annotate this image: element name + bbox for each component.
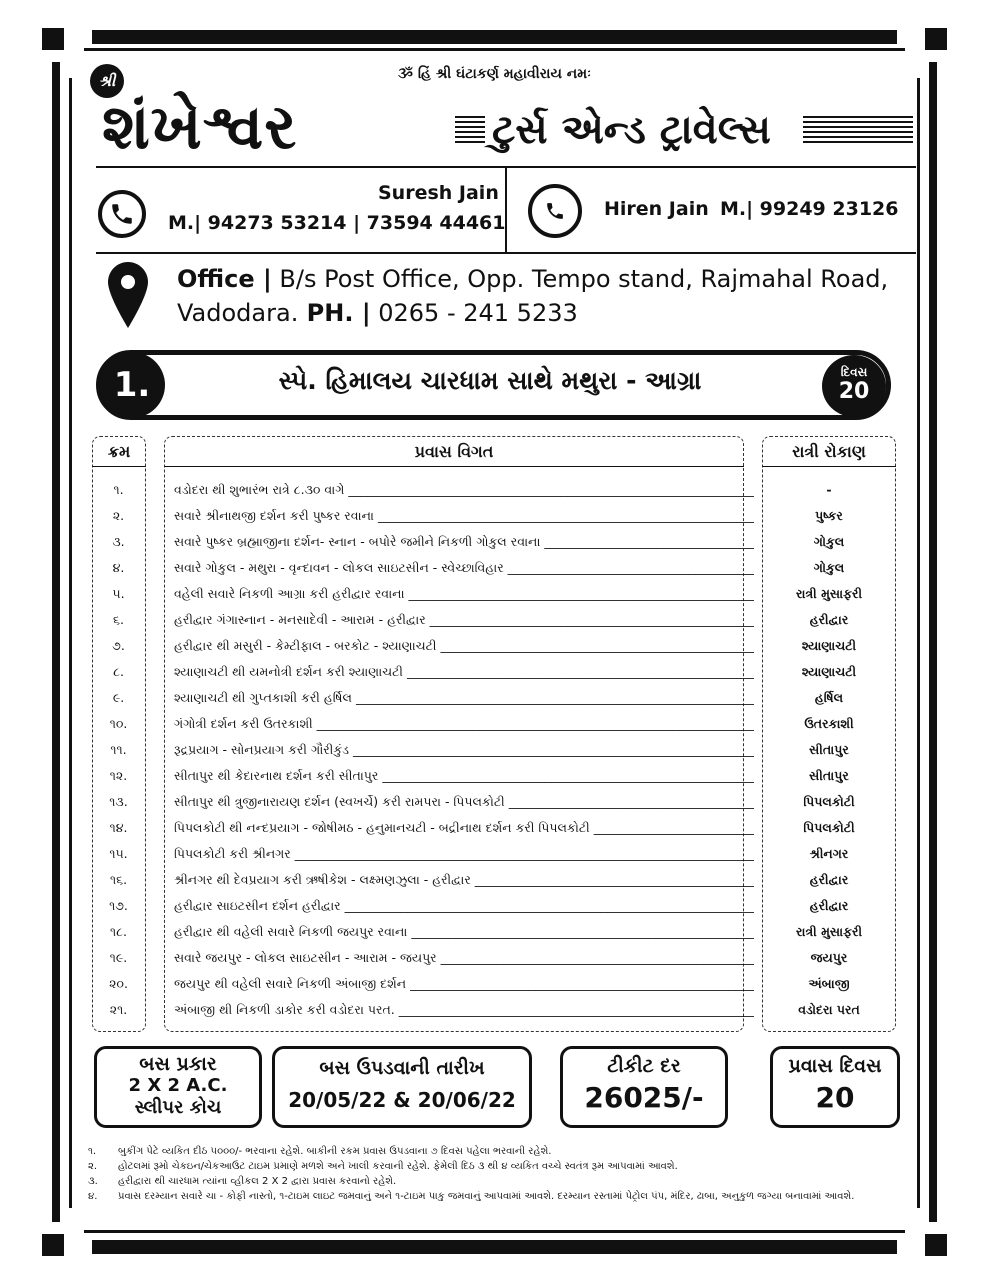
frame-top-line bbox=[84, 48, 905, 51]
row-stay: સીતાપુર bbox=[809, 742, 849, 757]
row-detail: શ્રીનગર થી દેવપ્રયાગ કરી ઋષીકેશ - લક્ષ્મણઝુલા - હરીદ્વાર _____ bbox=[174, 872, 754, 888]
row-detail: સવારે પુષ્કર બ્રહ્માજીના દર્શન- સ્નાન - બપોરે જમીને નિકળી ગોકુલ રવાના _____ bbox=[174, 534, 754, 550]
row-number: ૯. bbox=[112, 690, 125, 705]
row-number: ૧૯. bbox=[109, 950, 128, 965]
bus-type-box: બસ પ્રકાર 2 X 2 A.C. સ્લીપર કોચ bbox=[94, 1046, 262, 1128]
row-stay: હરીદ્વાર bbox=[809, 612, 849, 627]
row-number: ૧૧. bbox=[110, 742, 127, 757]
row-detail: પિપલકોટી કરી શ્રીનગર _____ bbox=[174, 846, 754, 862]
phone-icon bbox=[98, 190, 146, 238]
frame-bottom-line bbox=[84, 1230, 905, 1233]
departure-box: બસ ઉપડવાની તારીખ 20/05/22 & 20/06/22 bbox=[272, 1046, 532, 1128]
brand-title: શંખેશ્વર bbox=[102, 90, 298, 163]
table-row bbox=[96, 924, 896, 950]
table-row bbox=[96, 664, 896, 690]
brand-tagline: ટુર્સ એન્ડ ટ્રાવેલ્સ bbox=[492, 107, 771, 153]
row-number: ૧૭. bbox=[109, 898, 128, 913]
row-stay: હરીદ્વાર bbox=[809, 898, 849, 913]
row-stay: રાત્રી મુસાફરી bbox=[795, 586, 863, 601]
row-detail: હરીદ્વાર થી વહેલી સવારે નિકળી જયપુર રવાના _____ bbox=[174, 924, 754, 940]
header-underline bbox=[762, 466, 896, 467]
table-row bbox=[96, 976, 896, 1002]
row-number: ૧૫. bbox=[109, 846, 128, 861]
notes-list bbox=[88, 1144, 898, 1204]
header-number: ક્રમ bbox=[107, 442, 131, 461]
mantra-text: ૐ હિં શ્રી ઘંટાકર્ણ મહાવીરાય નમઃ bbox=[397, 66, 592, 82]
frame-corner bbox=[925, 28, 947, 50]
contact-phone: M.| 94273 53214 | 73594 44461 bbox=[168, 212, 506, 234]
tour-title: સ્પે. હિમાલય ચારધામ સાથે મથુરા - આગ્રા bbox=[278, 366, 702, 395]
note-item bbox=[88, 1159, 898, 1174]
frame-right-bar bbox=[929, 62, 937, 1222]
row-stay: શ્રીનગર bbox=[809, 846, 849, 861]
row-number: ૧૨. bbox=[109, 768, 128, 783]
note-item bbox=[88, 1189, 898, 1204]
row-stay: પુષ્કર bbox=[815, 508, 843, 523]
row-stay: ગોકુલ bbox=[813, 534, 845, 549]
brand-decor-lines bbox=[455, 116, 485, 146]
row-detail: ગંગોત્રી દર્શન કરી ઉતરકાશી _____ bbox=[174, 716, 754, 732]
note-text: પ્રવાસ દરમ્યાન સવારે ચા - કોફી નાસ્તો, ૧-ટાઇમ લાઇટ જમવાનું અને ૧-ટાઇમ પાકુ જમવાનું આપવામાં આવશે. દરમ્યાન રસ્તામાં પેટ્રોલ પંપ, મંદિર, ઢાબા, અનુકુળ જગ્યા બનાવામાં આવશે. bbox=[118, 1191, 855, 1202]
header-underline bbox=[164, 466, 744, 467]
row-number: ૨૧. bbox=[109, 1002, 128, 1017]
location-pin-icon bbox=[108, 262, 148, 332]
row-number: ૧. bbox=[113, 482, 124, 497]
note-text: હરીદ્વારા થી ચારધામ ત્યાંના વ્હીકલ 2 X 2 દ્વારા પ્રવાસ કરવાનો રહેશે. bbox=[118, 1176, 397, 1187]
note-number: ૧. bbox=[88, 1146, 97, 1157]
frame-left-bar bbox=[52, 62, 60, 1222]
row-detail: હરીદ્વાર થી મસુરી - કેમ્ટીફાલ - બરકોટ - શ્યાણાચટી _____ bbox=[174, 638, 754, 654]
row-stay: ગોકુલ bbox=[813, 560, 845, 575]
row-number: ૧૮. bbox=[110, 924, 127, 939]
row-number: ૭. bbox=[112, 638, 125, 653]
row-detail: વહેલી સવારે નિકળી આગ્રા કરી હરીદ્વાર રવાના _____ bbox=[174, 586, 754, 602]
row-detail: શ્યાણાચટી થી યમનોત્રી દર્શન કરી શ્યાણાચટી _____ bbox=[174, 664, 754, 680]
row-stay: - bbox=[826, 482, 832, 497]
note-item bbox=[88, 1144, 898, 1159]
row-number: ૧૩. bbox=[109, 794, 128, 809]
table-row bbox=[96, 560, 896, 586]
tour-number: 1. bbox=[99, 352, 165, 418]
row-stay: સીતાપુર bbox=[809, 768, 849, 783]
row-detail: સીતાપુર થી ત્રુજીનારાયણ દર્શન (સ્વખર્ચે) કરી રામપરા - પિપલકોટી _____ bbox=[174, 794, 754, 810]
row-stay: પિપલકોટી bbox=[803, 794, 855, 809]
days-box: પ્રવાસ દિવસ 20 bbox=[770, 1046, 900, 1128]
row-detail: અંબાજી થી નિકળી ડાકોર કરી વડોદરા પરત. _____ bbox=[174, 1002, 754, 1018]
note-number: ૨. bbox=[88, 1161, 98, 1172]
table-row bbox=[96, 612, 896, 638]
frame-corner bbox=[925, 1234, 947, 1256]
contact-name: Hiren Jain bbox=[604, 198, 709, 220]
brand-decor-lines bbox=[803, 116, 913, 146]
header-underline bbox=[92, 466, 146, 467]
frame-bottom-bar bbox=[92, 1240, 897, 1254]
row-stay: હરીદ્વાર bbox=[809, 872, 849, 887]
note-number: ૩. bbox=[88, 1176, 98, 1187]
table-row bbox=[96, 638, 896, 664]
table-row bbox=[96, 586, 896, 612]
header-stay: રાત્રી રોકાણ bbox=[792, 442, 866, 461]
row-number: ૫. bbox=[112, 586, 125, 601]
table-row bbox=[96, 846, 896, 872]
table-row bbox=[96, 690, 896, 716]
row-stay: અંબાજી bbox=[808, 976, 850, 991]
table-row bbox=[96, 768, 896, 794]
header-detail: પ્રવાસ વિગત bbox=[414, 442, 494, 461]
frame-right-line bbox=[917, 78, 920, 1208]
row-stay: જયપુર bbox=[810, 950, 848, 965]
row-detail: વડોદરા થી શુભારંભ રાત્રે ૮.૩૦ વાગે _____ bbox=[174, 482, 754, 498]
divider bbox=[505, 166, 507, 252]
row-number: ૨. bbox=[112, 508, 125, 523]
frame-left-line bbox=[69, 78, 72, 1208]
row-detail: હરીદ્વાર ગંગાસ્નાન - મનસાદેવી - આરામ - હરીદ્વાર _____ bbox=[174, 612, 754, 628]
office-address: Office | B/s Post Office, Opp. Tempo stand, Rajmahal Road, Vadodara. PH. | 0265 - 241 5233 bbox=[177, 265, 889, 327]
note-item bbox=[88, 1174, 898, 1189]
row-number: ૩. bbox=[112, 534, 125, 549]
row-number: ૪. bbox=[112, 560, 125, 575]
row-stay: વડોદરા પરત bbox=[798, 1002, 860, 1017]
note-number: ૪. bbox=[88, 1191, 98, 1202]
frame-corner bbox=[42, 28, 64, 50]
row-detail: સવારે જયપુર - લોકલ સાઇટસીન - આરામ - જયપુર _____ bbox=[174, 950, 754, 966]
contact-phone: M.| 99249 23126 bbox=[720, 198, 899, 220]
table-row bbox=[96, 742, 896, 768]
row-detail: હરીદ્વાર સાઇટસીન દર્શન હરીદ્વાર _____ bbox=[174, 898, 754, 914]
row-stay: હર્ષિલ bbox=[814, 690, 844, 705]
note-text: હોટલમાં રૂમો ચેકઇન/ચેકઆઉટ ટાઇમ પ્રમાણે મળશે અને ખાલી કરવાની રહેશે. ફેમેલી દિઠ ૩ થી ૪ વ્યકિત વચ્ચે સ્વતંત્ર રૂમ આપવામાં આવશે. bbox=[118, 1161, 678, 1172]
row-detail: પિપલકોટી થી નન્દપ્રયાગ - જોષીમઠ - હનુમાનચટી - બદ્રીનાથ દર્શન કરી પિપલકોટી _____ bbox=[174, 820, 754, 836]
frame-corner bbox=[42, 1234, 64, 1256]
whatsapp-icon bbox=[528, 184, 582, 238]
row-number: ૧૬. bbox=[109, 872, 128, 887]
row-stay: રાત્રી મુસાફરી bbox=[795, 924, 863, 939]
row-stay: પિપલકોટી bbox=[803, 820, 855, 835]
row-detail: રૂદ્રપ્રયાગ - સોનપ્રયાગ કરી ગૌરીકુંડ _____ bbox=[174, 742, 754, 758]
row-number: ૨૦. bbox=[109, 976, 128, 991]
note-text: બુકીંગ પેટે વ્યકિત દીઠ ૫૦૦૦/- ભરવાના રહેશે. બાકીની રકમ પ્રવાસ ઉપડવાના ૭ દિવસ પહેલા ભરવાની રહેશે. bbox=[118, 1146, 552, 1157]
table-row bbox=[96, 898, 896, 924]
table-row bbox=[96, 716, 896, 742]
row-detail: શ્યાણાચટી થી ગુપ્તકાશી કરી હર્ષિલ _____ bbox=[174, 690, 754, 706]
table-row bbox=[96, 950, 896, 976]
row-stay: શ્યાણાચટી bbox=[801, 664, 857, 679]
row-stay: શ્યાણાચટી bbox=[801, 638, 857, 653]
table-row bbox=[96, 534, 896, 560]
days-badge: દિવસ 20 bbox=[822, 355, 886, 417]
row-number: ૧૪. bbox=[109, 820, 128, 835]
table-row bbox=[96, 482, 896, 508]
table-row bbox=[96, 794, 896, 820]
table-row bbox=[96, 820, 896, 846]
fare-box: ટીકીટ દર 26025/- bbox=[560, 1046, 728, 1128]
frame-top-bar bbox=[92, 30, 897, 44]
table-row bbox=[96, 508, 896, 534]
row-detail: સવારે શ્રીનાથજી દર્શન કરી પુષ્કર રવાના _____ bbox=[174, 508, 754, 524]
logo-badge: શ્રી bbox=[90, 64, 124, 98]
table-row bbox=[96, 872, 896, 898]
row-detail: જયપુર થી વહેલી સવારે નિકળી અંબાજી દર્શન _____ bbox=[174, 976, 754, 992]
divider bbox=[96, 252, 916, 254]
row-stay: ઉતરકાશી bbox=[804, 716, 854, 731]
row-detail: સીતાપુર થી કેદારનાથ દર્શન કરી સીતાપુર _____ bbox=[174, 768, 754, 784]
row-number: ૧૦. bbox=[109, 716, 128, 731]
table-row bbox=[96, 1002, 896, 1028]
contact-name: Suresh Jain bbox=[378, 182, 499, 204]
row-detail: સવારે ગોકુલ - મથુરા - વૃન્દાવન - લોકલ સાઇટસીન - સ્વેચ્છાવિહાર _____ bbox=[174, 560, 754, 576]
row-number: ૮. bbox=[113, 664, 124, 679]
row-number: ૬. bbox=[113, 612, 124, 627]
